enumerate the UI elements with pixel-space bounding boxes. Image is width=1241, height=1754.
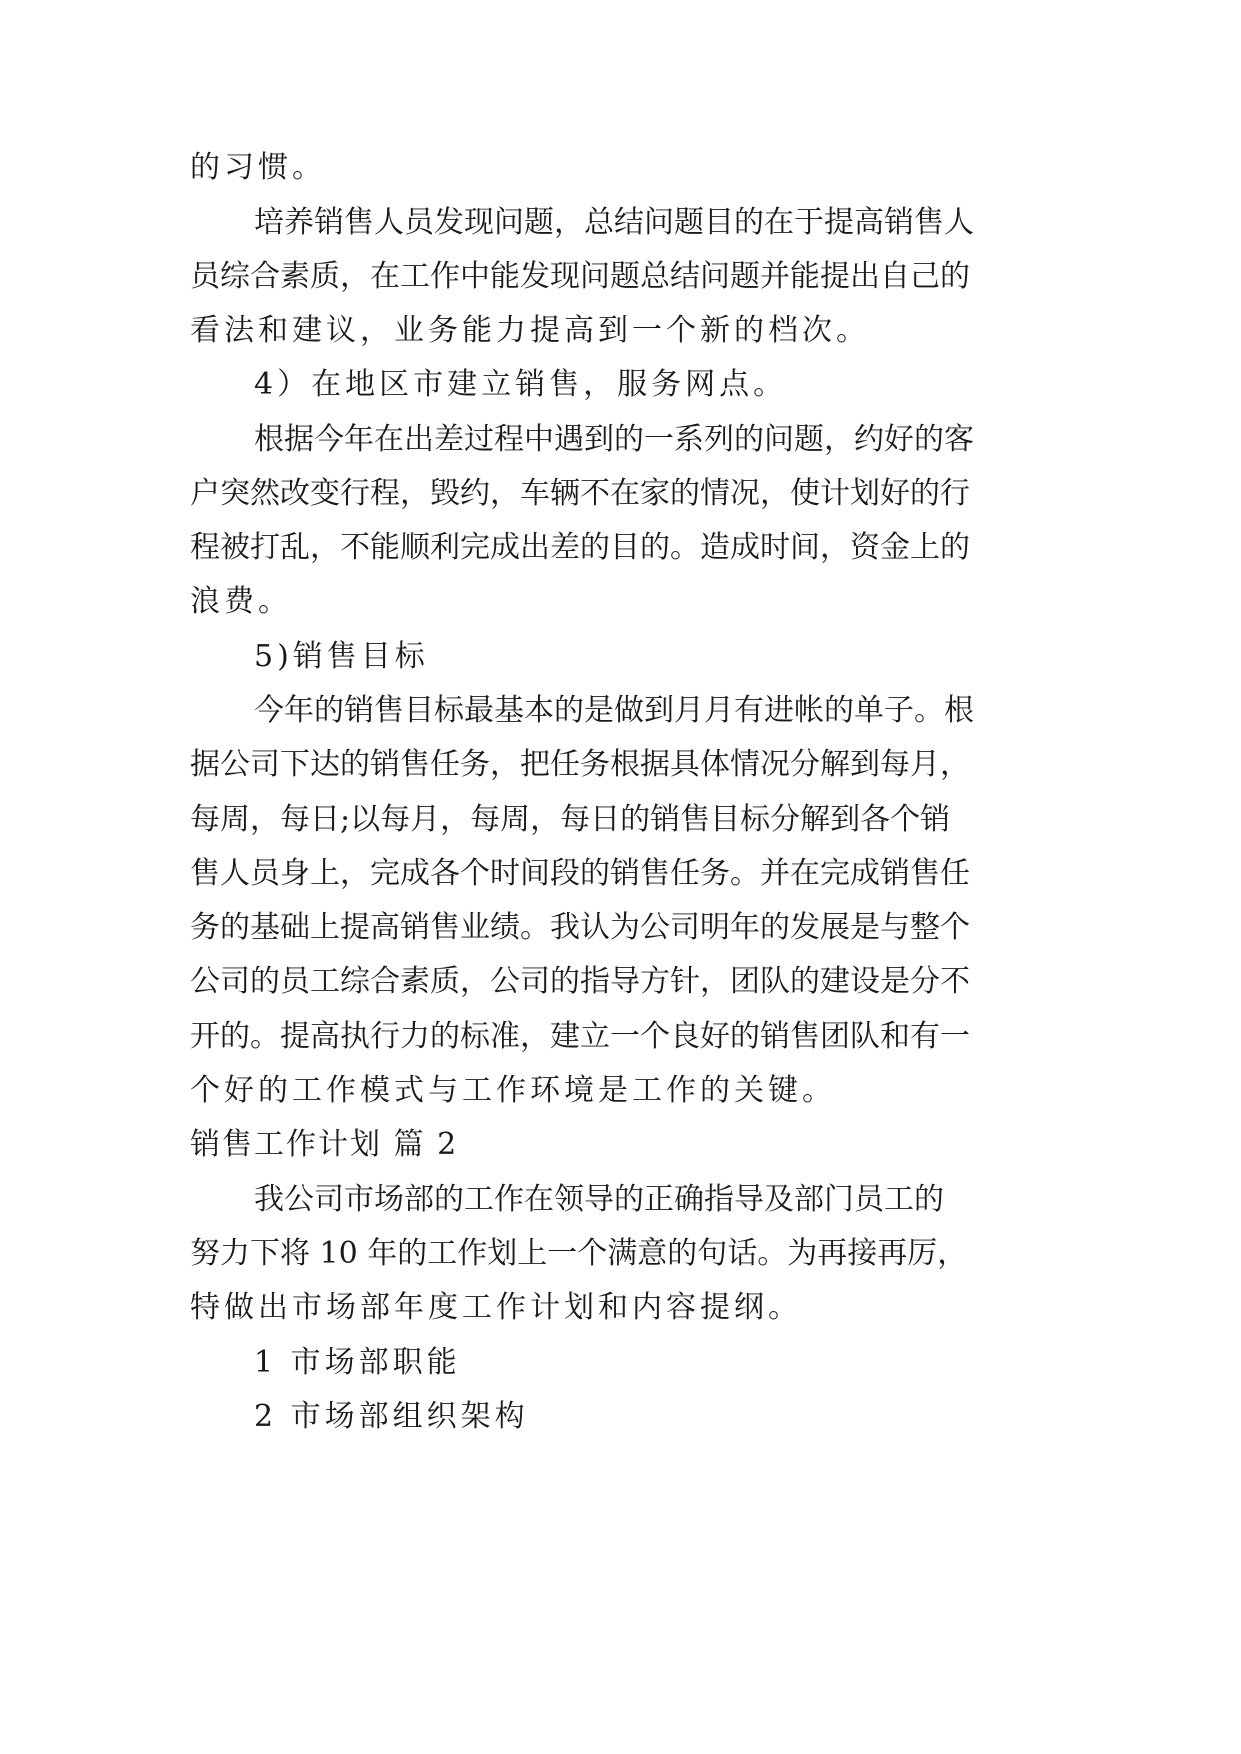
text-line: 据公司下达的销售任务，把任务根据具体情况分解到每月，	[190, 747, 970, 782]
section-heading: 销售工作计划 篇 2	[190, 1127, 459, 1162]
text-line: 开的。提高执行力的标准，建立一个良好的销售团队和有一	[190, 1019, 970, 1054]
text-line: 务的基础上提高销售业绩。我认为公司明年的发展是与整个	[190, 910, 970, 945]
text-line: 的习惯。	[190, 150, 326, 185]
text-line: 特做出市场部年度工作计划和内容提纲。	[190, 1290, 802, 1325]
text-line: 看法和建议，业务能力提高到一个新的档次。	[190, 313, 870, 348]
text-line: 我公司市场部的工作在领导的正确指导及部门员工的	[254, 1182, 944, 1217]
text-line: 每周，每日;以每月，每周，每日的销售目标分解到各个销	[190, 802, 951, 837]
text-line: 员综合素质，在工作中能发现问题总结问题并能提出自己的	[190, 259, 970, 294]
text-line: 售人员身上，完成各个时间段的销售任务。并在完成销售任	[190, 856, 970, 891]
list-item: 2 市场部组织架构	[254, 1399, 529, 1434]
text-line: 努力下将 10 年的工作划上一个满意的句话。为再接再厉，	[190, 1236, 968, 1271]
text-line: 4）在地区市建立销售，服务网点。	[254, 367, 788, 402]
text-line: 户突然改变行程，毁约，车辆不在家的情况，使计划好的行	[190, 476, 970, 511]
text-line: 根据今年在出差过程中遇到的一系列的问题，约好的客	[254, 422, 974, 457]
text-line: 培养销售人员发现问题，总结问题目的在于提高销售人	[254, 205, 974, 240]
text-line: 5)销售目标	[254, 639, 429, 674]
text-line: 程被打乱，不能顺利完成出差的目的。造成时间，资金上的	[190, 530, 970, 565]
text-line: 浪费。	[190, 584, 292, 619]
text-line: 个好的工作模式与工作环境是工作的关键。	[190, 1073, 836, 1108]
list-item: 1 市场部职能	[254, 1345, 461, 1380]
text-line: 公司的员工综合素质，公司的指导方针，团队的建设是分不	[190, 964, 970, 999]
text-line: 今年的销售目标最基本的是做到月月有进帐的单子。根	[254, 693, 974, 728]
